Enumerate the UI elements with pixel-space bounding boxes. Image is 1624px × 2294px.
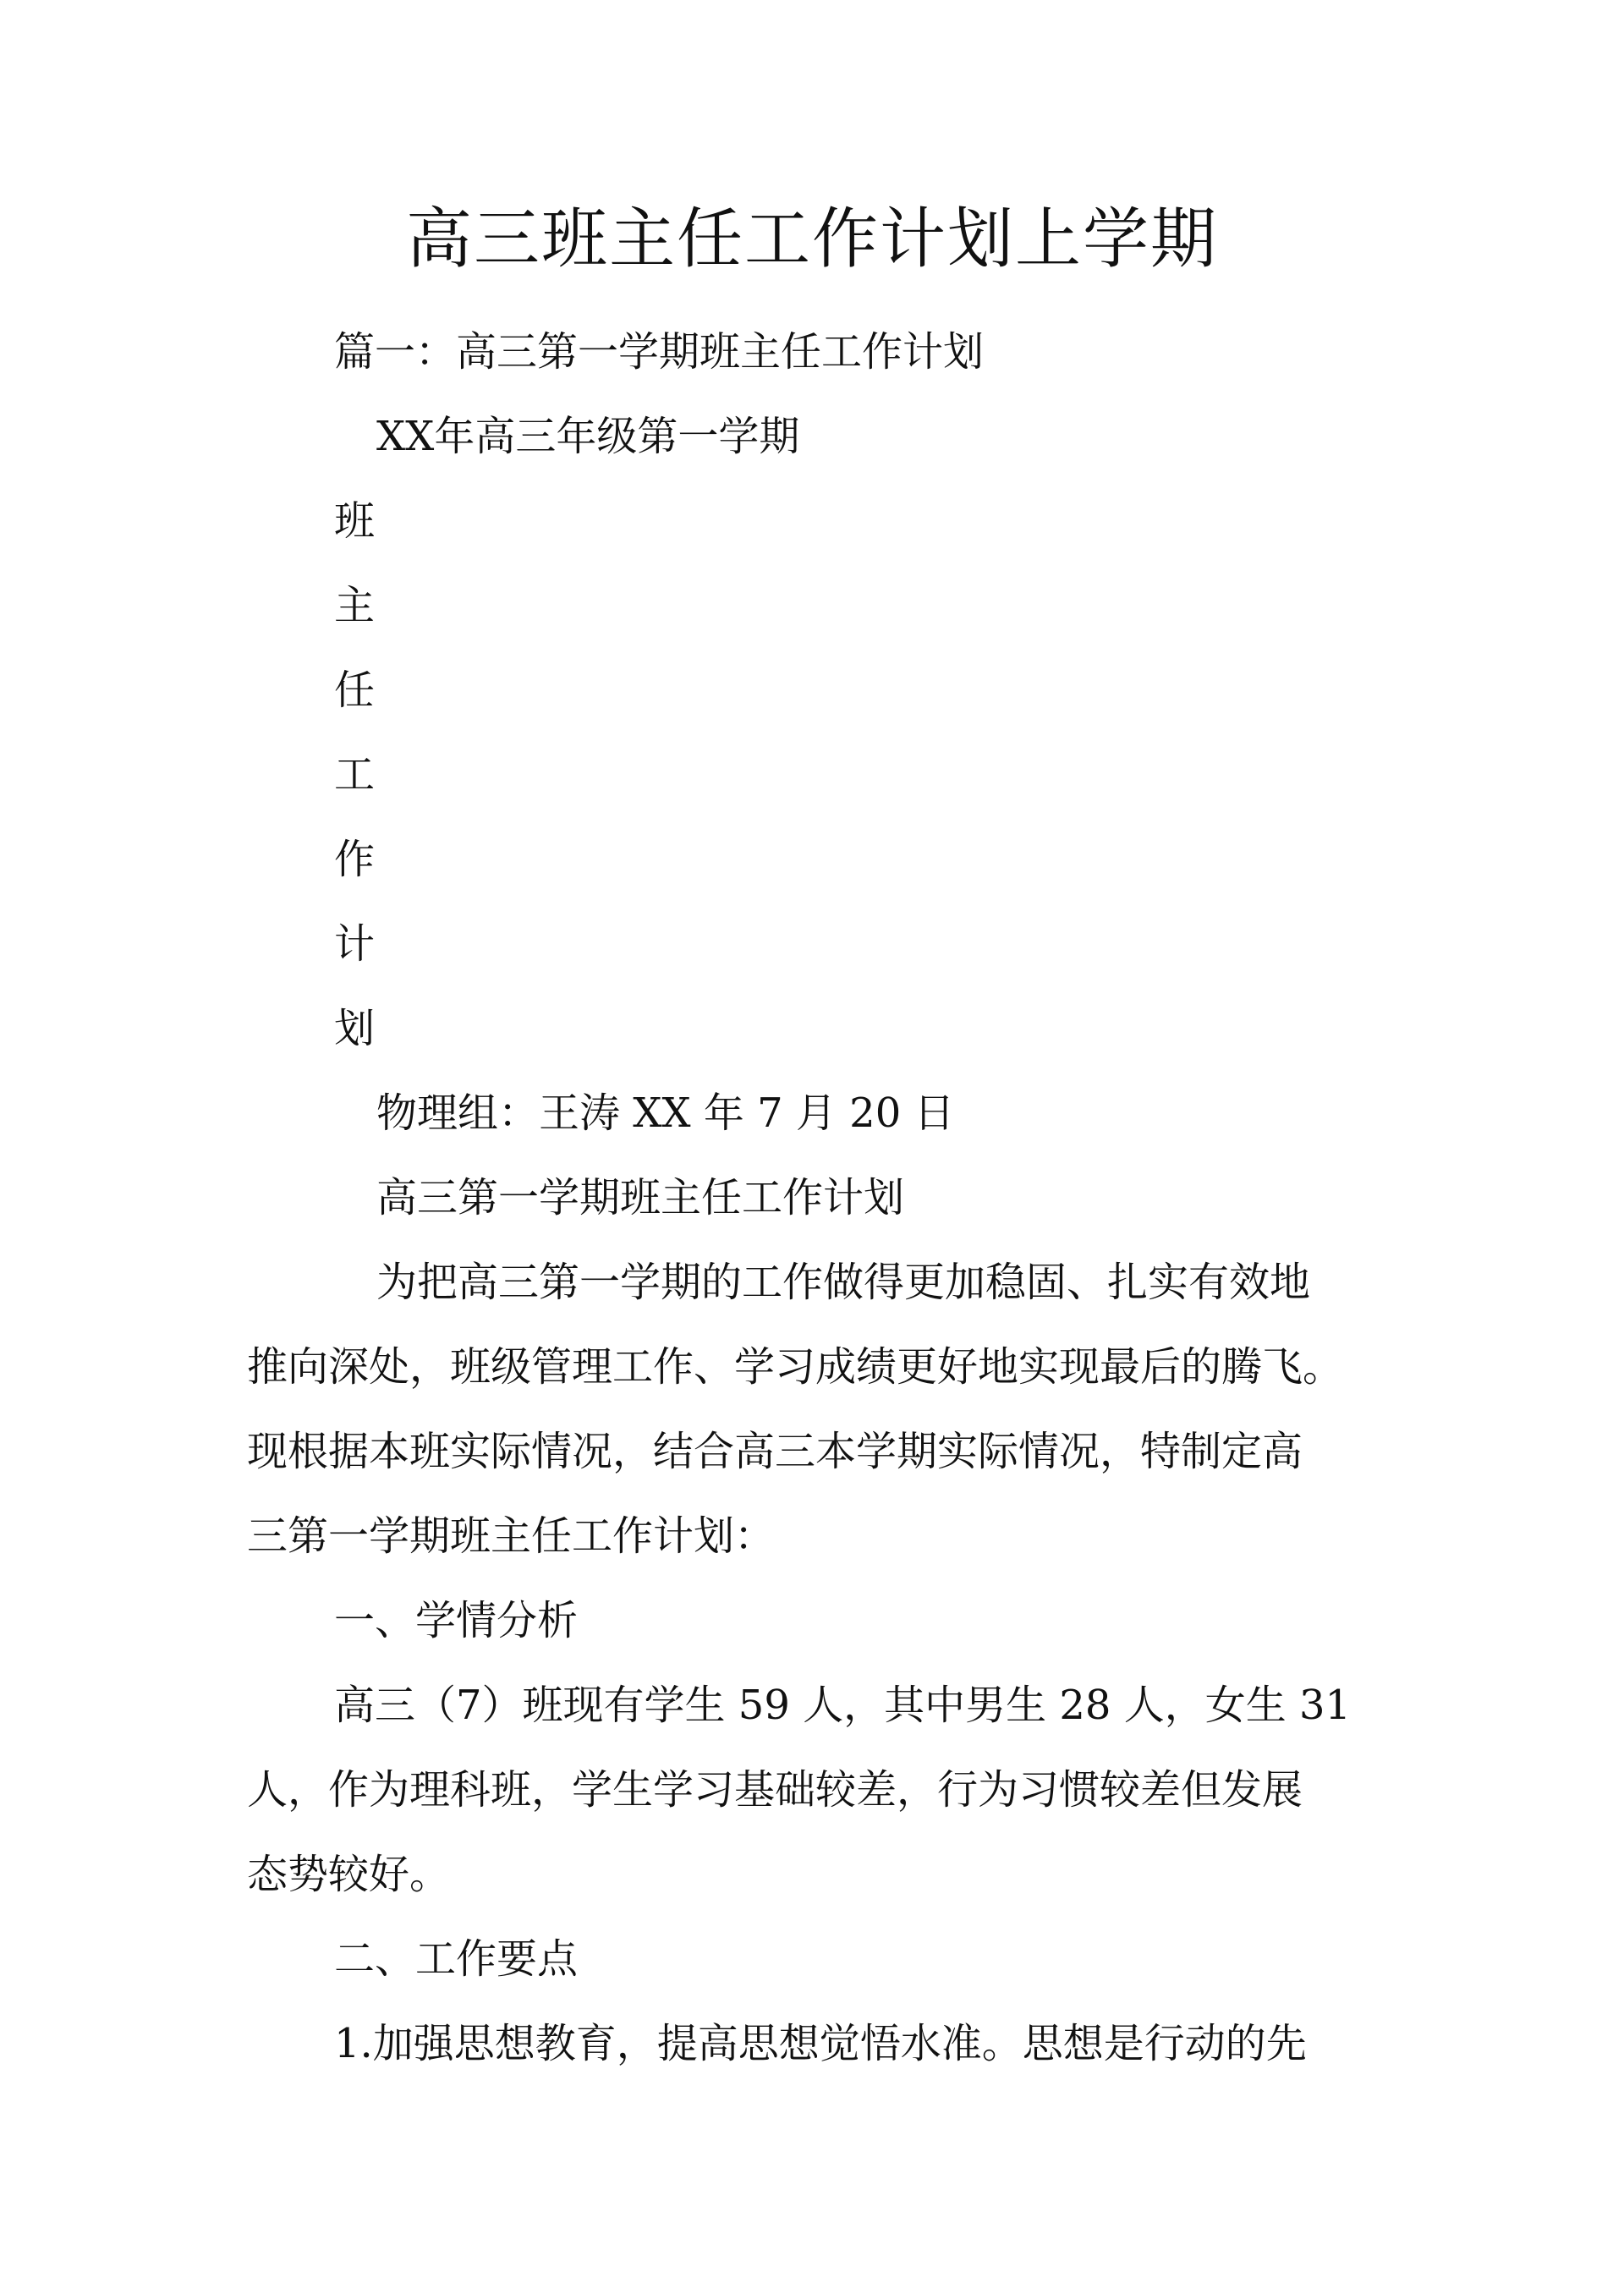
vertical-char: 作	[334, 836, 376, 883]
vertical-char: 任	[334, 667, 376, 714]
paragraph-line: 高三（7）班现有学生 59 人，其中男生 28 人，女生 31	[334, 1682, 1352, 1729]
vertical-char: 划	[334, 1005, 376, 1052]
paragraph-line: 为把高三第一学期的工作做得更加稳固、扎实有效地	[376, 1259, 1311, 1306]
paragraph-line: 推向深处，班级管理工作、学习成绩更好地实现最后的腾飞。	[247, 1343, 1344, 1391]
section-heading: 一、学情分析	[334, 1597, 579, 1644]
author-line: 物理组：王涛 XX 年 7 月 20 日	[376, 1089, 955, 1137]
paragraph-line: 人，作为理科班，学生学习基础较差，行为习惯较差但发展	[247, 1766, 1303, 1814]
subtitle: 篇一：高三第一学期班主任工作计划	[334, 328, 985, 376]
paragraph-line: 现根据本班实际情况，结合高三本学期实际情况，特制定高	[247, 1428, 1303, 1475]
paragraph-line: 态势较好。	[247, 1851, 451, 1898]
paragraph-line: 三第一学期班主任工作计划：	[247, 1512, 776, 1560]
vertical-char: 工	[334, 751, 376, 799]
heading-repeat: 高三第一学期班主任工作计划	[376, 1174, 905, 1221]
term-line: XX年高三年级第一学期	[376, 413, 800, 460]
vertical-char: 主	[334, 582, 376, 629]
point-line: 1.加强思想教育，提高思想觉悟水准。思想是行动的先	[334, 2020, 1307, 2067]
vertical-char: 班	[334, 497, 376, 545]
document-title: 高三班主任工作计划上学期	[405, 201, 1218, 277]
vertical-char: 计	[334, 920, 376, 968]
section-heading: 二、工作要点	[334, 1935, 579, 1983]
